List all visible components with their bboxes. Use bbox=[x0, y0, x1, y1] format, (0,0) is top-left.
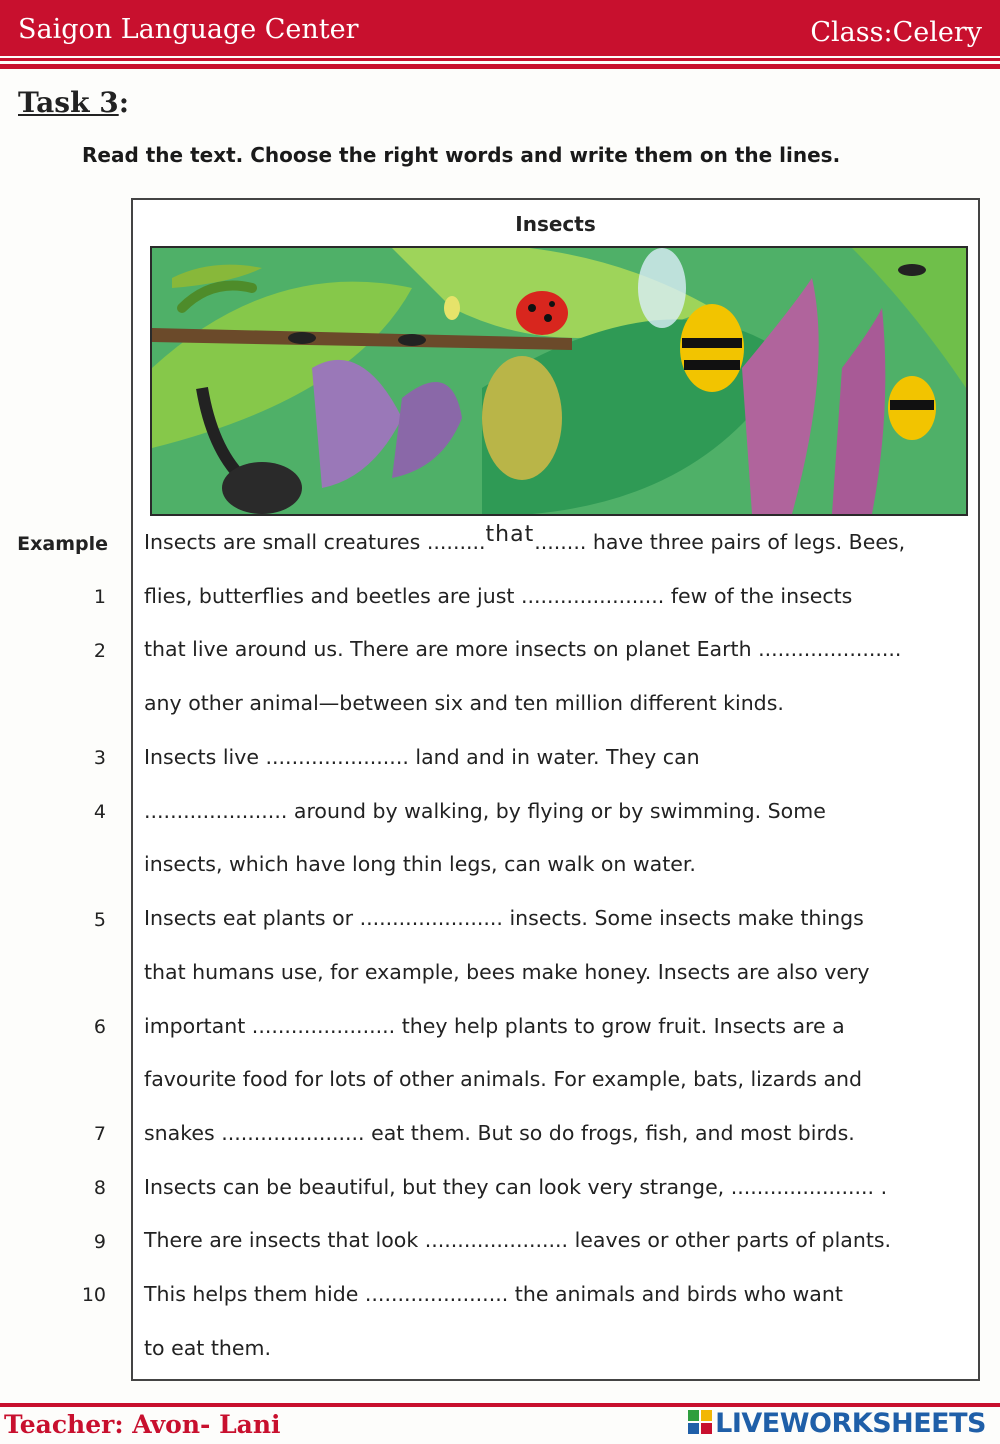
answer-blank-2[interactable]: ...................... bbox=[758, 637, 902, 661]
item-number: 1 bbox=[93, 586, 106, 608]
item-number: 5 bbox=[93, 909, 106, 931]
passage-line-example: Insects are small creatures .........that........ have three pairs of legs. Bees, bbox=[144, 522, 906, 554]
class-label: Class:Celery bbox=[810, 17, 982, 48]
liveworksheets-logo-icon bbox=[687, 1409, 713, 1435]
school-name: Saigon Language Center bbox=[18, 14, 359, 45]
passage-line: ...................... around by walking, by flying or by swimming. Some bbox=[144, 799, 826, 823]
item-number: 9 bbox=[93, 1231, 106, 1253]
passage-line: flies, butterflies and beetles are just ...................... few of the insects bbox=[144, 584, 853, 608]
item-number: 4 bbox=[93, 801, 106, 823]
answer-blank-6[interactable]: ...................... bbox=[251, 1014, 396, 1038]
passage-line: that live around us. There are more insects on planet Earth ...................... bbox=[144, 637, 902, 661]
answer-blank-4[interactable]: ...................... bbox=[144, 799, 288, 823]
answer-blank-10[interactable]: ...................... bbox=[364, 1282, 509, 1306]
item-number: 3 bbox=[93, 747, 106, 769]
header-divider bbox=[0, 58, 1000, 61]
teacher-name: Teacher: Avon- Lani bbox=[4, 1410, 281, 1439]
answer-blank-5[interactable]: ...................... bbox=[359, 906, 503, 930]
passage-title: Insects bbox=[515, 212, 596, 236]
item-number: 10 bbox=[81, 1284, 106, 1306]
liveworksheets-brand: LIVEWORKSHEETS bbox=[687, 1408, 986, 1439]
passage-line: snakes ...................... eat them. But so do frogs, fish, and most birds. bbox=[144, 1121, 855, 1145]
answer-blank-9[interactable]: ...................... bbox=[424, 1228, 569, 1252]
item-number: 6 bbox=[93, 1016, 106, 1038]
passage-line: favourite food for lots of other animals. For example, bats, lizards and bbox=[144, 1067, 863, 1091]
item-number: 8 bbox=[93, 1177, 106, 1199]
passage-line: any other animal—between six and ten million different kinds. bbox=[144, 691, 784, 715]
passage-line: that humans use, for example, bees make honey. Insects are also very bbox=[144, 960, 870, 984]
passage-line: important ...................... they help plants to grow fruit. Insects are a bbox=[144, 1014, 845, 1038]
passage-line: insects, which have long thin legs, can walk on water. bbox=[144, 852, 696, 876]
passage-line: There are insects that look ...................... leaves or other parts of plants. bbox=[144, 1228, 892, 1252]
example-label: Example bbox=[17, 533, 108, 555]
passage-line: Insects can be beautiful, but they can look very strange, ...................... . bbox=[144, 1175, 888, 1199]
task-title: Task 3: bbox=[18, 86, 130, 119]
answer-blank-3[interactable]: ...................... bbox=[265, 745, 409, 769]
insects-illustration bbox=[150, 246, 968, 516]
reading-box bbox=[131, 198, 980, 1381]
passage-line: to eat them. bbox=[144, 1336, 271, 1360]
header-bar bbox=[0, 0, 1000, 56]
item-number: 2 bbox=[93, 640, 106, 662]
footer-divider bbox=[0, 1403, 1000, 1407]
answer-blank-8[interactable]: ...................... bbox=[730, 1175, 875, 1199]
passage-line: This helps them hide ...................... the animals and birds who want bbox=[144, 1282, 843, 1306]
passage-line: Insects live ...................... land and in water. They can bbox=[144, 745, 700, 769]
task-instruction: Read the text. Choose the right words and write them on the lines. bbox=[82, 143, 841, 167]
example-answer: that bbox=[485, 522, 535, 547]
item-number: 7 bbox=[93, 1123, 106, 1145]
answer-blank-7[interactable]: ...................... bbox=[221, 1121, 365, 1145]
header-divider-thick bbox=[0, 64, 1000, 69]
answer-blank-1[interactable]: ...................... bbox=[520, 584, 665, 608]
passage-line: Insects eat plants or ...................... insects. Some insects make things bbox=[144, 906, 864, 930]
